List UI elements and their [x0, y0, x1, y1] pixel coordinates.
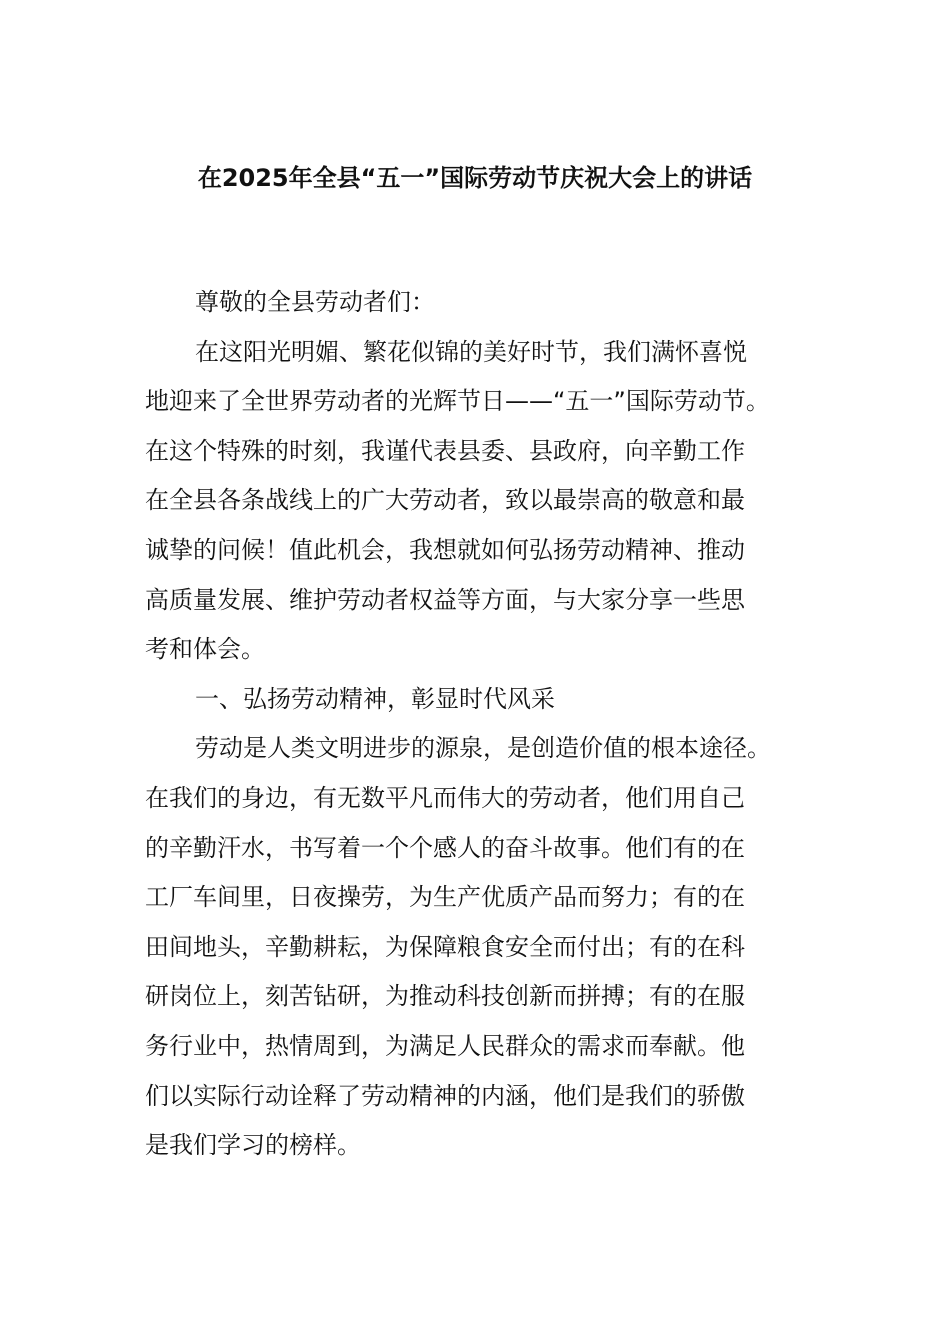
- text-line: 的辛勤汗水，书写着一个个感人的奋斗故事。他们有的在: [145, 833, 745, 862]
- text-line: 在全县各条战线上的广大劳动者，致以最崇高的敬意和最: [145, 486, 745, 515]
- text-line: 们以实际行动诠释了劳动精神的内涵，他们是我们的骄傲: [145, 1081, 745, 1110]
- text-line: 尊敬的全县劳动者们：: [195, 288, 435, 316]
- text-line: 是我们学习的榜样。: [145, 1131, 361, 1160]
- text-line: 考和体会。: [145, 635, 265, 664]
- text-line: 工厂车间里，日夜操劳，为生产优质产品而努力；有的在: [145, 883, 745, 912]
- section-heading: 一、弘扬劳动精神，彰显时代风采: [195, 684, 555, 713]
- text-line: 在我们的身边，有无数平凡而伟大的劳动者，他们用自己: [145, 783, 745, 812]
- text-line: 在这阳光明媚、繁花似锦的美好时节，我们满怀喜悦: [195, 337, 747, 366]
- text-line: 务行业中，热情周到，为满足人民群众的需求而奉献。他: [145, 1031, 745, 1060]
- text-line: 劳动是人类文明进步的源泉，是创造价值的根本途径。: [195, 734, 771, 763]
- text-line: 田间地头，辛勤耕耘，为保障粮食安全而付出；有的在科: [145, 932, 745, 961]
- text-line: 在这个特殊的时刻，我谨代表县委、县政府，向辛勤工作: [145, 436, 745, 465]
- text-line: 研岗位上，刻苦钻研，为推动科技创新而拼搏；有的在服: [145, 982, 745, 1011]
- text-line: 诚挚的问候！值此机会，我想就如何弘扬劳动精神、推动: [145, 535, 745, 564]
- text-line: 高质量发展、维护劳动者权益等方面，与大家分享一些思: [145, 585, 745, 614]
- document-body: [145, 278, 865, 1171]
- text-line: 地迎来了全世界劳动者的光辉节日——“五一”国际劳动节。: [145, 387, 770, 416]
- document-title: 在2025年全县“五一”国际劳动节庆祝大会上的讲话: [197, 164, 753, 192]
